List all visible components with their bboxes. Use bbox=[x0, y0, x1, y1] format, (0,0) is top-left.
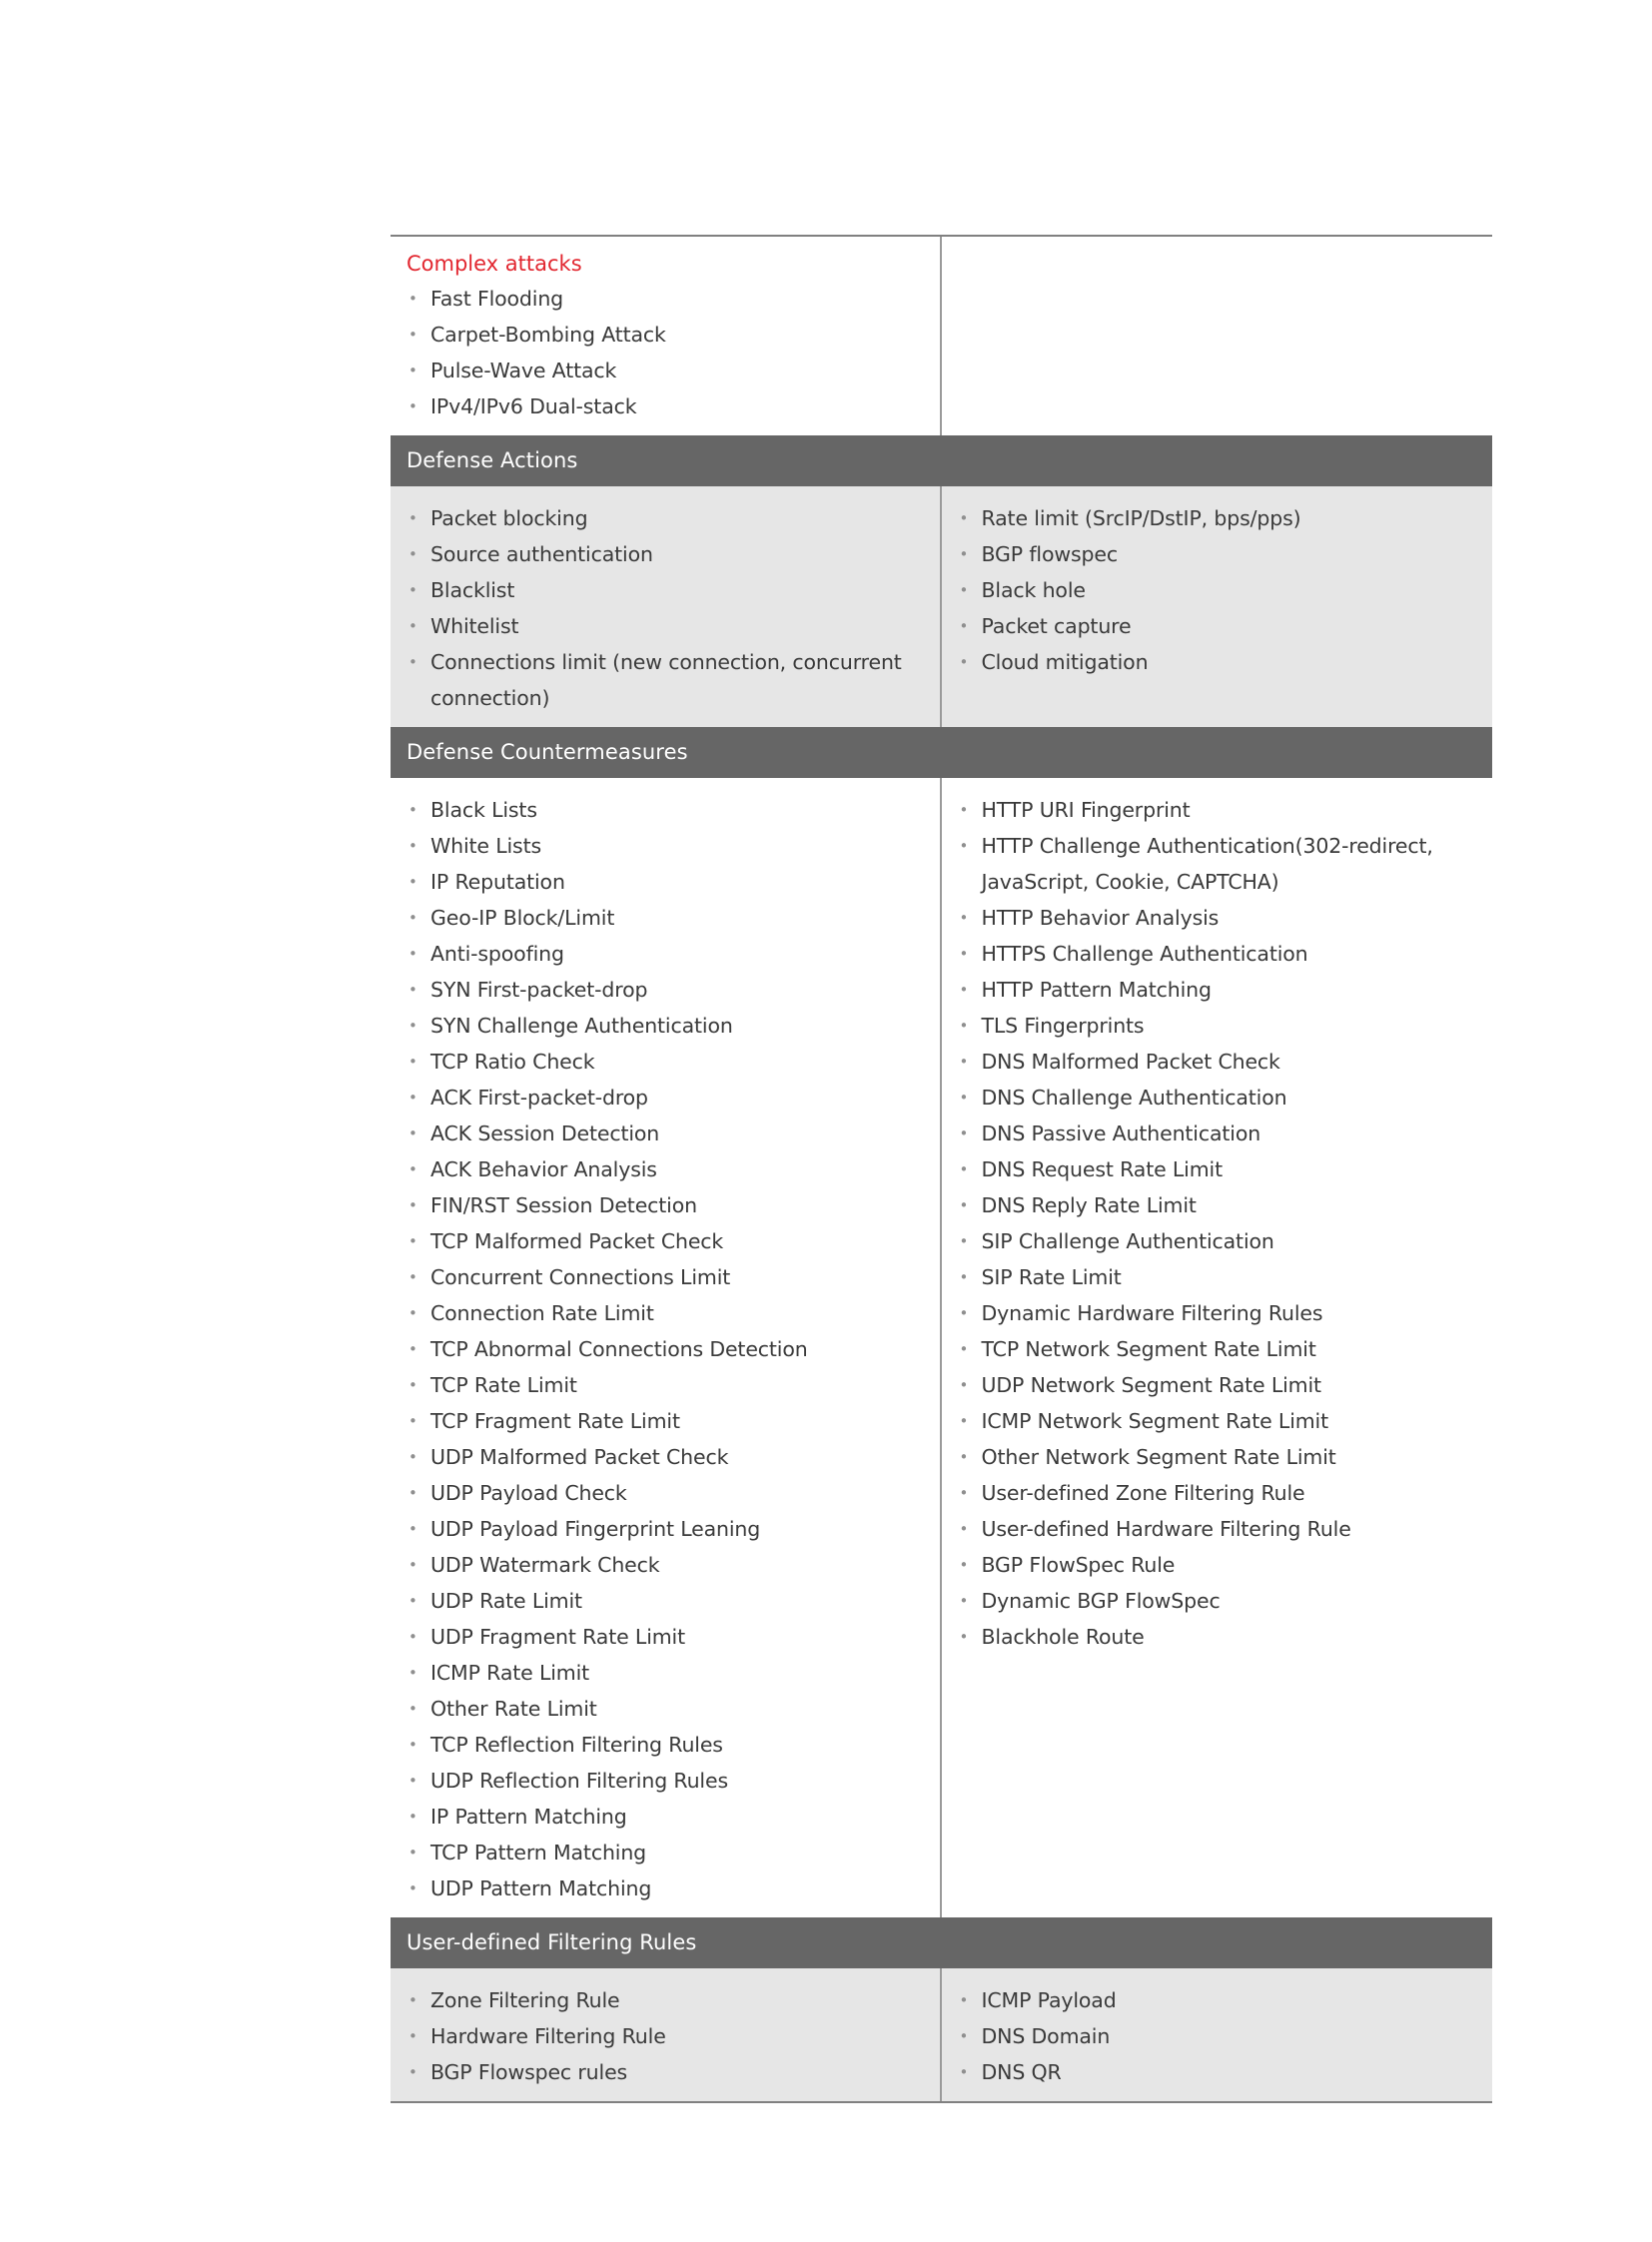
list-item: • UDP Network Segment Rate Limit bbox=[958, 1367, 1477, 1403]
list-item: • Anti-spoofing bbox=[407, 936, 924, 972]
list-item: • TCP Network Segment Rate Limit bbox=[958, 1331, 1477, 1367]
user-defined-filtering-rules-left-list bbox=[407, 1982, 924, 2090]
list-item: • TCP Reflection Filtering Rules bbox=[407, 1727, 924, 1763]
list-item: • DNS Passive Authentication bbox=[958, 1116, 1477, 1151]
list-item: • Other Rate Limit bbox=[407, 1691, 924, 1727]
list-item: • Packet capture bbox=[958, 608, 1477, 644]
defense-actions-header: Defense Actions bbox=[391, 435, 1492, 486]
list-item: • IPv4/IPv6 Dual-stack bbox=[407, 388, 924, 424]
list-item: • White Lists bbox=[407, 828, 924, 864]
list-item: • Connections limit (new connection, concurrent connection) bbox=[407, 644, 924, 716]
list-item: • HTTP Challenge Authentication(302-redirect, JavaScript, Cookie, CAPTCHA) bbox=[958, 828, 1477, 900]
list-item: • DNS Domain bbox=[958, 2018, 1477, 2054]
complex-attacks-heading: Complex attacks bbox=[407, 252, 582, 276]
list-item: • ACK First-packet-drop bbox=[407, 1080, 924, 1116]
list-item: • UDP Reflection Filtering Rules bbox=[407, 1763, 924, 1799]
list-item: • Cloud mitigation bbox=[958, 644, 1477, 680]
list-item: • UDP Pattern Matching bbox=[407, 1870, 924, 1906]
list-item: • DNS Reply Rate Limit bbox=[958, 1187, 1477, 1223]
defense-actions-right-list bbox=[958, 500, 1477, 680]
list-item: • Blackhole Route bbox=[958, 1619, 1477, 1655]
list-item: • UDP Fragment Rate Limit bbox=[407, 1619, 924, 1655]
list-item: • DNS Malformed Packet Check bbox=[958, 1044, 1477, 1080]
defense-countermeasures-right-cell bbox=[942, 778, 1493, 1917]
complex-attacks-empty-cell bbox=[942, 237, 1493, 435]
list-item: • ACK Session Detection bbox=[407, 1116, 924, 1151]
list-item: • Packet blocking bbox=[407, 500, 924, 536]
list-item: • Zone Filtering Rule bbox=[407, 1982, 924, 2018]
feature-table bbox=[391, 235, 1492, 2103]
list-item: • SYN Challenge Authentication bbox=[407, 1008, 924, 1044]
defense-actions-row bbox=[391, 486, 1492, 727]
list-item: • ICMP Rate Limit bbox=[407, 1655, 924, 1691]
list-item: • Pulse-Wave Attack bbox=[407, 353, 924, 388]
list-item: • Black hole bbox=[958, 572, 1477, 608]
list-item: • Dynamic Hardware Filtering Rules bbox=[958, 1295, 1477, 1331]
list-item: • HTTP Pattern Matching bbox=[958, 972, 1477, 1008]
list-item: • Geo-IP Block/Limit bbox=[407, 900, 924, 936]
list-item: • Connection Rate Limit bbox=[407, 1295, 924, 1331]
list-item: • Rate limit (SrcIP/DstIP, bps/pps) bbox=[958, 500, 1477, 536]
list-item: • ICMP Payload bbox=[958, 1982, 1477, 2018]
list-item: • UDP Malformed Packet Check bbox=[407, 1439, 924, 1475]
list-item: • ACK Behavior Analysis bbox=[407, 1151, 924, 1187]
list-item: • DNS Challenge Authentication bbox=[958, 1080, 1477, 1116]
list-item: • Hardware Filtering Rule bbox=[407, 2018, 924, 2054]
list-item: • UDP Payload Check bbox=[407, 1475, 924, 1511]
list-item: • TCP Malformed Packet Check bbox=[407, 1223, 924, 1259]
defense-countermeasures-left-cell bbox=[391, 778, 942, 1917]
list-item: • Blacklist bbox=[407, 572, 924, 608]
list-item: • HTTP Behavior Analysis bbox=[958, 900, 1477, 936]
list-item: • FIN/RST Session Detection bbox=[407, 1187, 924, 1223]
list-item: • TCP Ratio Check bbox=[407, 1044, 924, 1080]
defense-actions-right-cell bbox=[942, 486, 1493, 727]
list-item: • TCP Pattern Matching bbox=[407, 1835, 924, 1870]
defense-countermeasures-right-list bbox=[958, 792, 1477, 1655]
defense-countermeasures-left-list bbox=[407, 792, 924, 1906]
list-item: • Concurrent Connections Limit bbox=[407, 1259, 924, 1295]
list-item: • Black Lists bbox=[407, 792, 924, 828]
list-item: • Other Network Segment Rate Limit bbox=[958, 1439, 1477, 1475]
list-item: • UDP Payload Fingerprint Leaning bbox=[407, 1511, 924, 1547]
list-item: • DNS Request Rate Limit bbox=[958, 1151, 1477, 1187]
list-item: • TCP Rate Limit bbox=[407, 1367, 924, 1403]
list-item: • Dynamic BGP FlowSpec bbox=[958, 1583, 1477, 1619]
list-item: • UDP Rate Limit bbox=[407, 1583, 924, 1619]
list-item: • IP Reputation bbox=[407, 864, 924, 900]
user-defined-filtering-rules-left-cell bbox=[391, 1968, 942, 2101]
complex-attacks-row bbox=[391, 237, 1492, 435]
list-item: • BGP flowspec bbox=[958, 536, 1477, 572]
complex-attacks-list bbox=[407, 281, 924, 424]
list-item: • Fast Flooding bbox=[407, 281, 924, 317]
list-item: • DNS QR bbox=[958, 2054, 1477, 2090]
list-item: • User-defined Zone Filtering Rule bbox=[958, 1475, 1477, 1511]
list-item: • User-defined Hardware Filtering Rule bbox=[958, 1511, 1477, 1547]
list-item: • TCP Abnormal Connections Detection bbox=[407, 1331, 924, 1367]
list-item: • Carpet-Bombing Attack bbox=[407, 317, 924, 353]
user-defined-filtering-rules-right-cell bbox=[942, 1968, 1493, 2101]
list-item: • Source authentication bbox=[407, 536, 924, 572]
list-item: • HTTPS Challenge Authentication bbox=[958, 936, 1477, 972]
defense-actions-left-list bbox=[407, 500, 924, 716]
list-item: • Whitelist bbox=[407, 608, 924, 644]
list-item: • TCP Fragment Rate Limit bbox=[407, 1403, 924, 1439]
list-item: • SYN First-packet-drop bbox=[407, 972, 924, 1008]
list-item: • HTTP URI Fingerprint bbox=[958, 792, 1477, 828]
defense-countermeasures-row bbox=[391, 778, 1492, 1917]
list-item: • TLS Fingerprints bbox=[958, 1008, 1477, 1044]
list-item: • BGP Flowspec rules bbox=[407, 2054, 924, 2090]
user-defined-filtering-rules-row bbox=[391, 1968, 1492, 2101]
defense-countermeasures-header: Defense Countermeasures bbox=[391, 727, 1492, 778]
defense-actions-left-cell bbox=[391, 486, 942, 727]
user-defined-filtering-rules-header: User-defined Filtering Rules bbox=[391, 1917, 1492, 1968]
list-item: • IP Pattern Matching bbox=[407, 1799, 924, 1835]
list-item: • UDP Watermark Check bbox=[407, 1547, 924, 1583]
complex-attacks-cell bbox=[391, 237, 942, 435]
list-item: • BGP FlowSpec Rule bbox=[958, 1547, 1477, 1583]
list-item: • ICMP Network Segment Rate Limit bbox=[958, 1403, 1477, 1439]
user-defined-filtering-rules-right-list bbox=[958, 1982, 1477, 2090]
list-item: • SIP Rate Limit bbox=[958, 1259, 1477, 1295]
list-item: • SIP Challenge Authentication bbox=[958, 1223, 1477, 1259]
